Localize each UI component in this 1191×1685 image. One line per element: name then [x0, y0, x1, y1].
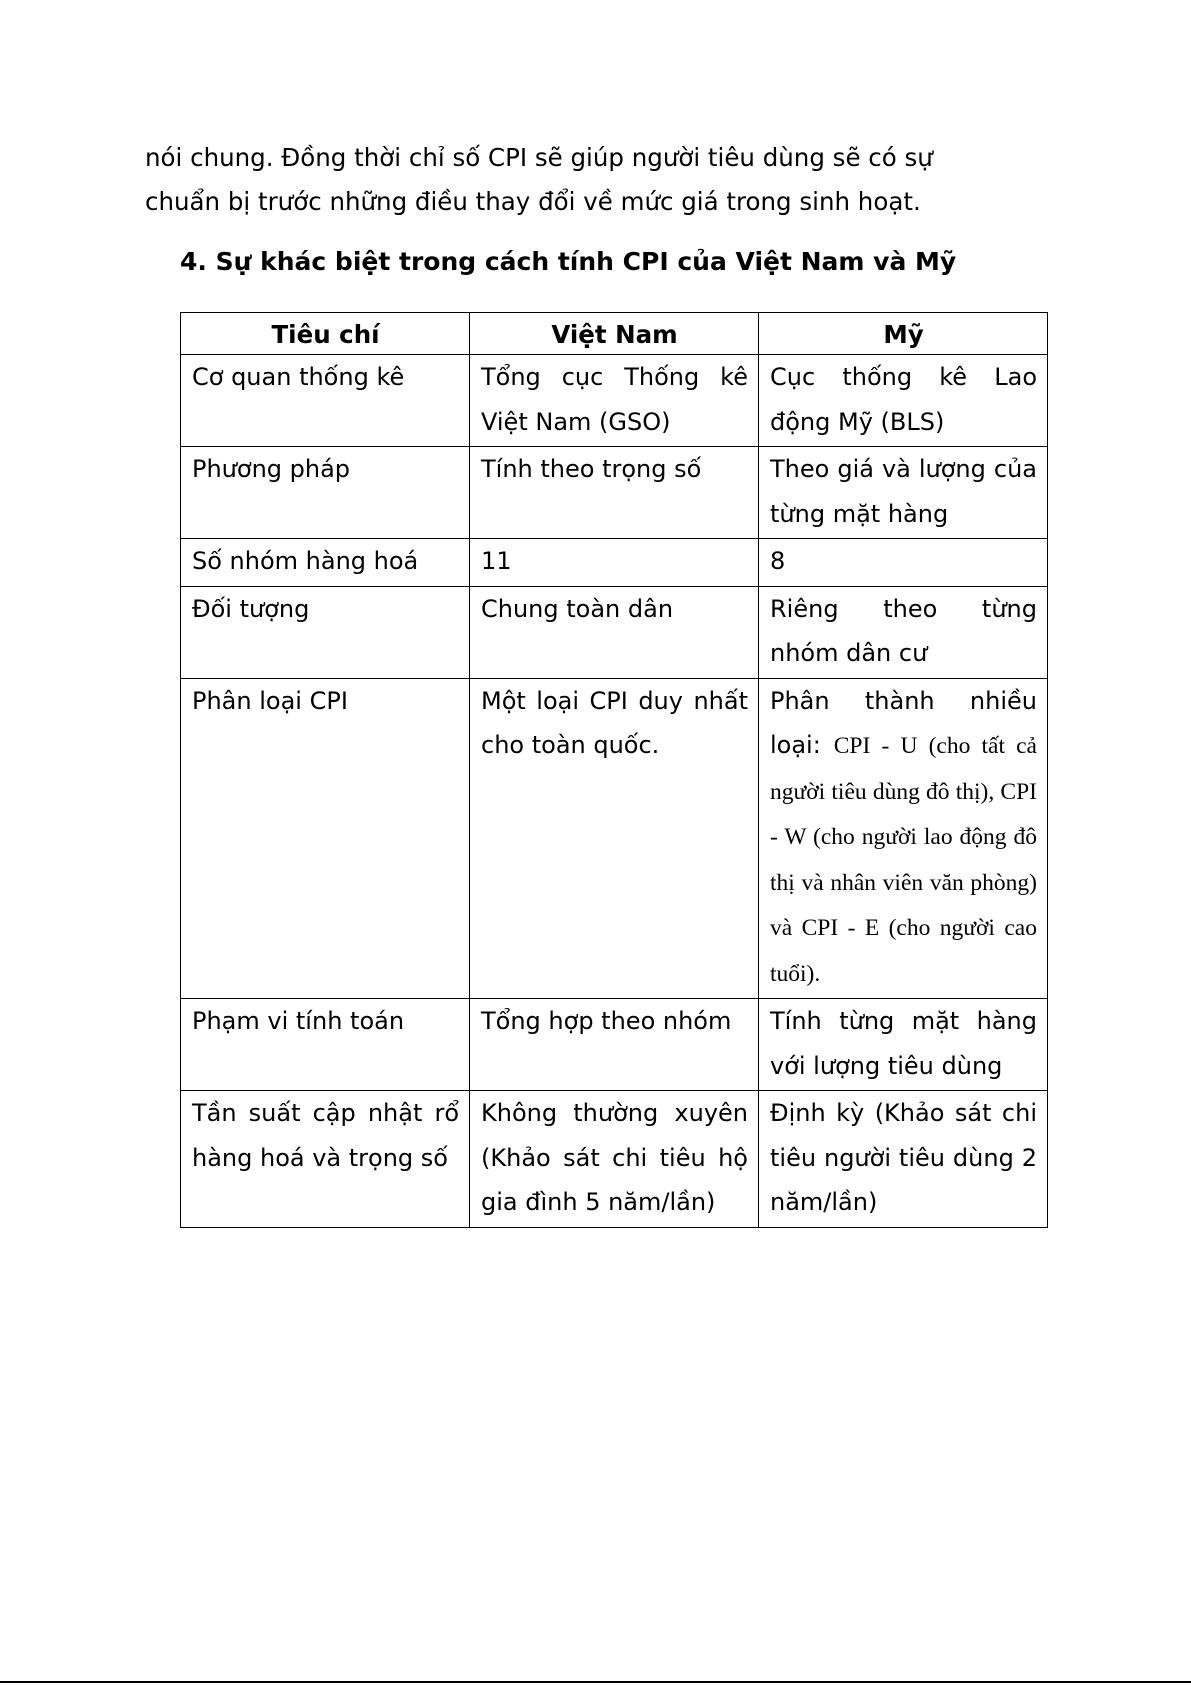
table-row	[181, 355, 1048, 447]
cell-criteria: Đối tượng	[181, 586, 470, 678]
cell-usa: Theo giá và lượng của từng mặt hàng	[759, 447, 1048, 539]
paragraph-line-1: nói chung. Đồng thời chỉ số CPI sẽ giúp người tiêu dùng sẽ có sự	[145, 143, 933, 172]
table-row	[181, 1091, 1048, 1228]
header-usa: Mỹ	[759, 313, 1048, 355]
table-header-row	[181, 313, 1048, 355]
cell-usa	[759, 678, 1048, 999]
cell-usa: Tính từng mặt hàng với lượng tiêu dùng	[759, 999, 1048, 1091]
cell-vietnam: Tổng hợp theo nhóm	[470, 999, 759, 1091]
header-vietnam: Việt Nam	[470, 313, 759, 355]
section-heading: 4. Sự khác biệt trong cách tính CPI của Việt Nam và Mỹ	[180, 247, 957, 276]
table-row	[181, 678, 1048, 999]
cell-usa: 8	[759, 539, 1048, 587]
intro-paragraph	[145, 136, 1065, 224]
cell-vietnam: Một loại CPI duy nhất cho toàn quốc.	[470, 678, 759, 999]
cell-vietnam: Không thường xuyên (Khảo sát chi tiêu hộ gia đình 5 năm/lần)	[470, 1091, 759, 1228]
cell-criteria: Phạm vi tính toán	[181, 999, 470, 1091]
table-row	[181, 586, 1048, 678]
cell-criteria: Phân loại CPI	[181, 678, 470, 999]
cell-criteria: Số nhóm hàng hoá	[181, 539, 470, 587]
cell-criteria: Tần suất cập nhật rổ hàng hoá và trọng số	[181, 1091, 470, 1228]
cell-usa: Định kỳ (Khảo sát chi tiêu người tiêu dùng 2 năm/lần)	[759, 1091, 1048, 1228]
cell-vietnam: 11	[470, 539, 759, 587]
page-bottom-rule	[0, 1681, 1191, 1683]
cpi-types-intro: Phân thành nhiều loại:	[770, 686, 1037, 759]
cell-usa: Riêng theo từng nhóm dân cư	[759, 586, 1048, 678]
cell-criteria: Cơ quan thống kê	[181, 355, 470, 447]
paragraph-line-2: chuẩn bị trước những điều thay đổi về mức giá trong sinh hoạt.	[145, 187, 921, 216]
cpi-types-detail: CPI - U (cho tất cả người tiêu dùng đô thị), CPI - W (cho người lao động đô thị và nhân viên văn phòng) và CPI - E (cho người cao tuổi).	[770, 733, 1037, 987]
table-row	[181, 447, 1048, 539]
table-row	[181, 539, 1048, 587]
cell-vietnam: Tính theo trọng số	[470, 447, 759, 539]
header-criteria: Tiêu chí	[181, 313, 470, 355]
cell-criteria: Phương pháp	[181, 447, 470, 539]
cell-vietnam: Chung toàn dân	[470, 586, 759, 678]
comparison-table	[180, 312, 1048, 1228]
cell-vietnam: Tổng cục Thống kê Việt Nam (GSO)	[470, 355, 759, 447]
table-row	[181, 999, 1048, 1091]
cell-usa: Cục thống kê Lao động Mỹ (BLS)	[759, 355, 1048, 447]
